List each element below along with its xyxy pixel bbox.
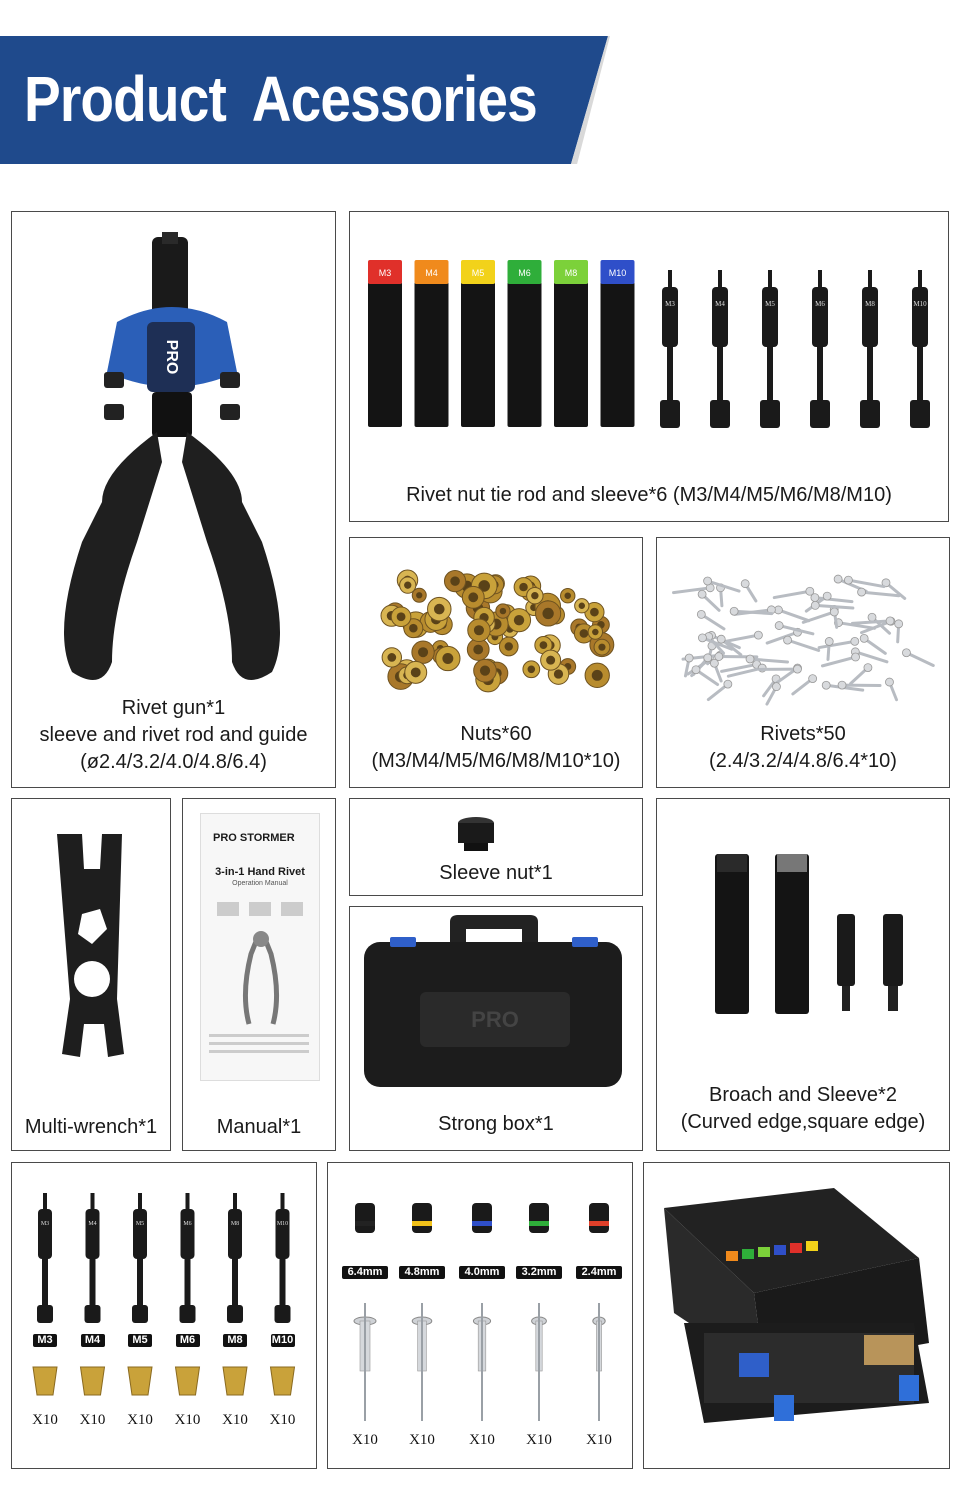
rivet-size-tag: 2.4mm <box>576 1266 622 1279</box>
rivet-size-tag: 3.2mm <box>516 1266 562 1279</box>
rod-count-label: X10 <box>79 1412 106 1428</box>
rod-size-tag: M3 <box>33 1334 57 1347</box>
manual-title: 3-in-1 Hand Rivet <box>215 866 305 878</box>
rod-size-tag: M6 <box>176 1334 200 1347</box>
manual-caption: Manual*1 <box>216 1116 302 1138</box>
rivet-count-label: X10 <box>409 1432 435 1448</box>
strong-box-panel <box>349 906 643 1151</box>
rod-count-label: X10 <box>32 1412 58 1428</box>
sleeve-size-label: M3 <box>378 268 392 278</box>
svg-text:PRO: PRO <box>471 1007 519 1032</box>
rivet-count-label: X10 <box>526 1432 552 1448</box>
wrench-panel <box>11 798 171 1151</box>
rivet-count-label: X10 <box>352 1432 378 1448</box>
rod-size-label: M4 <box>715 300 725 308</box>
rod-size-label: M5 <box>765 300 775 308</box>
rivet-gun-panel <box>11 211 336 788</box>
rod-detail-panel <box>11 1162 317 1469</box>
nuts-panel <box>349 537 643 788</box>
rod-count-label: X10 <box>269 1412 296 1428</box>
rod-detail-inner-label: M8 <box>230 1221 240 1227</box>
tie-rod-sleeve-panel <box>349 211 949 522</box>
rod-detail-inner-label: M5 <box>135 1221 145 1227</box>
tie-rod-sleeve-caption: Rivet nut tie rod and sleeve*6 (M3/M4/M5/M6/M8/M10) <box>406 484 892 506</box>
sleeve-size-label: M10 <box>608 268 627 278</box>
rivet-detail-image <box>328 1163 633 1469</box>
rivet-count-label: X10 <box>469 1432 495 1448</box>
rod-size-tag: M8 <box>223 1334 247 1347</box>
manual-brand: PRO STORMER <box>213 832 295 844</box>
svg-text:PRO: PRO <box>163 339 180 375</box>
rivet-detail-panel <box>327 1162 633 1469</box>
rod-detail-inner-label: M10 <box>276 1221 289 1227</box>
rod-detail-inner-label: M4 <box>88 1221 97 1227</box>
rod-size-tag: M5 <box>128 1334 152 1347</box>
sleeve-size-label: M4 <box>425 268 438 278</box>
rivet-size-tag: 6.4mm <box>342 1266 388 1279</box>
sleeve-nut-panel <box>349 798 643 896</box>
rod-size-label: M8 <box>865 300 875 308</box>
manual-booklet <box>200 813 320 1081</box>
rivet-count-label: X10 <box>586 1432 612 1448</box>
rod-size-tag: M10 <box>271 1334 294 1346</box>
rod-size-label: M3 <box>665 300 675 308</box>
rod-count-label: X10 <box>127 1412 153 1428</box>
rivets-panel <box>656 537 950 788</box>
rod-detail-inner-label: M6 <box>183 1221 192 1227</box>
sleeve-nut-caption: Sleeve nut*1 <box>439 862 553 884</box>
rivet-size-tag: 4.0mm <box>459 1266 505 1279</box>
nuts-caption: Nuts*60 (M3/M4/M5/M6/M8/M10*10) <box>371 723 621 772</box>
strong-box-caption: Strong box*1 <box>438 1113 554 1135</box>
rod-size-label: M6 <box>815 300 825 308</box>
rivet-gun-caption: Rivet gun*1 sleeve and rivet rod and guide (ø2.4/3.2/4.0/4.8/6.4) <box>39 697 308 773</box>
open-case-image <box>644 1163 950 1469</box>
rod-count-label: X10 <box>174 1412 201 1428</box>
rivets-caption: Rivets*50 (2.4/3.2/4/4.8/6.4*10) <box>709 723 897 772</box>
rivet-size-tag: 4.8mm <box>399 1266 445 1279</box>
sleeve-size-label: M8 <box>564 268 578 278</box>
rod-size-label: M10 <box>913 300 927 308</box>
broach-panel <box>656 798 950 1151</box>
open-case-panel <box>643 1162 950 1469</box>
sleeve-size-label: M5 <box>471 268 485 278</box>
rod-detail-inner-label: M3 <box>40 1221 50 1227</box>
tie-rod-sleeve-image <box>350 212 949 522</box>
sleeve-size-label: M6 <box>518 268 531 278</box>
page-title: Product Acessories <box>24 63 537 135</box>
wrench-image <box>12 799 171 1151</box>
broach-caption: Broach and Sleeve*2 (Curved edge,square edge) <box>680 1084 926 1133</box>
rod-count-label: X10 <box>222 1412 248 1428</box>
rod-size-tag: M4 <box>81 1334 105 1347</box>
manual-subtitle: Operation Manual <box>232 880 288 887</box>
manual-panel <box>182 798 336 1151</box>
wrench-caption: Multi-wrench*1 <box>24 1116 158 1138</box>
